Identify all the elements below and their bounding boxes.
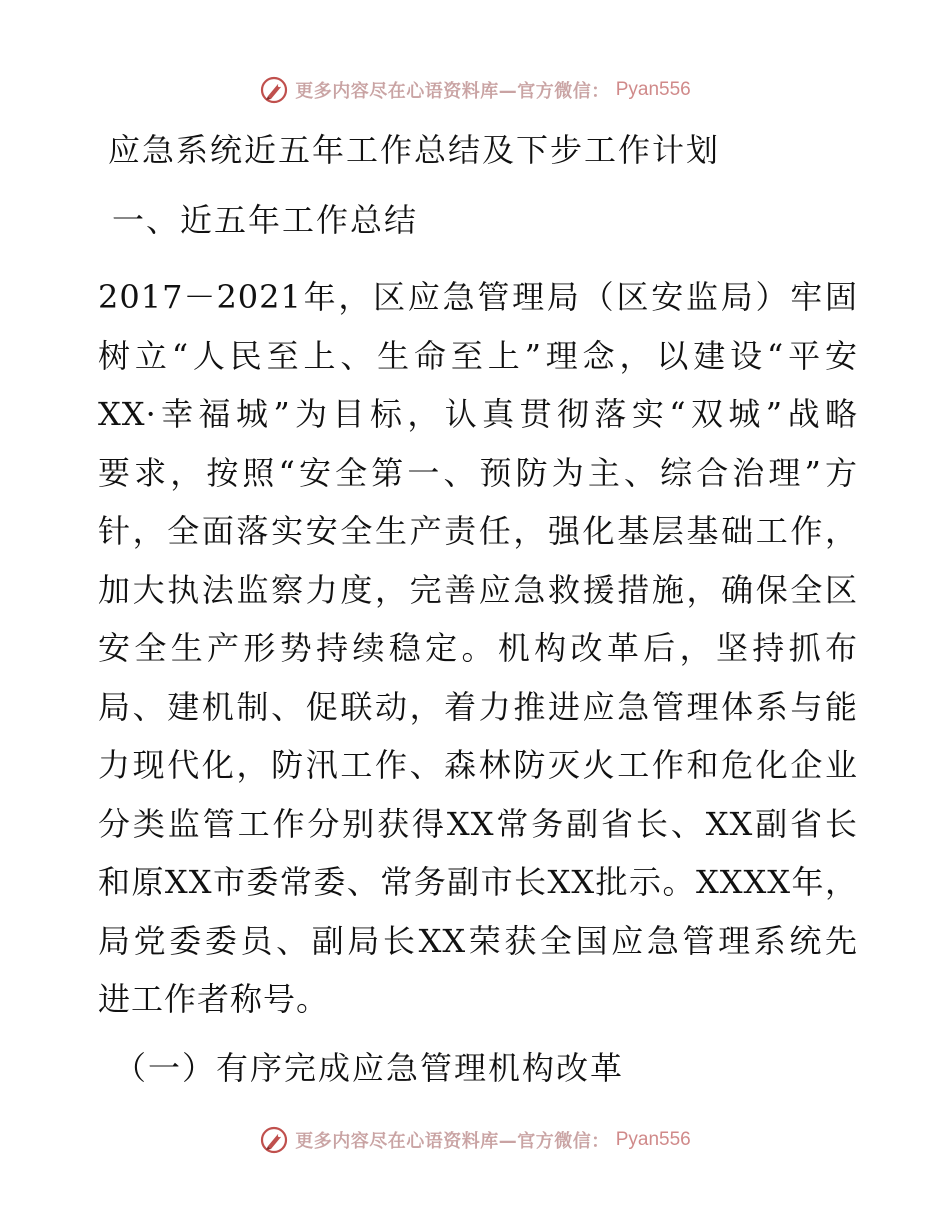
body-line: 局、建机制、促联动，着力推进应急管理体系与能 [98,687,858,726]
footer-watermark [0,1120,950,1160]
document-title: 应急系统近五年工作总结及下步工作计划 [108,131,721,169]
pen-nib-logo-icon [259,1125,289,1155]
watermark-id: Pyan556 [615,79,691,100]
watermark-text: 更多内容尽在心语资料库—官方微信： [295,81,610,102]
header-watermark [0,70,950,110]
watermark-id: Pyan556 [615,1129,691,1150]
section-heading: 一、近五年工作总结 [112,201,419,239]
body-line: 树立“人民至上、生命至上”理念，以建设“平安 [98,336,858,375]
body-line: 和原XX市委常委、常务副市长XX批示。XXXX年， [98,863,858,901]
body-line: 局党委委员、副局长XX荣获全国应急管理系统先 [98,921,858,960]
body-line: 安全生产形势持续稳定。机构改革后，坚持抓布 [98,629,858,667]
body-line: 2017－2021年，区应急管理局（区安监局）牢固 [98,278,858,316]
body-line: 加大执法监察力度，完善应急救援措施，确保全区 [98,570,858,609]
body-paragraph [98,268,858,1029]
pen-nib-logo-icon [259,75,289,105]
body-line: 力现代化，防汛工作、森林防灭火工作和危化企业 [98,746,858,784]
body-line: 分类监管工作分别获得XX常务副省长、XX副省长 [98,804,858,843]
body-line: 针，全面落实安全生产责任，强化基层基础工作， [98,512,858,550]
watermark-text: 更多内容尽在心语资料库—官方微信： [295,1131,610,1152]
subsection-heading: （一）有序完成应急管理机构改革 [114,1049,625,1087]
body-line: 进工作者称号。 [98,980,330,1018]
body-line: XX·幸福城”为目标，认真贯彻落实“双城”战略 [98,395,858,433]
body-line: 要求，按照“安全第一、预防为主、综合治理”方 [98,453,858,492]
